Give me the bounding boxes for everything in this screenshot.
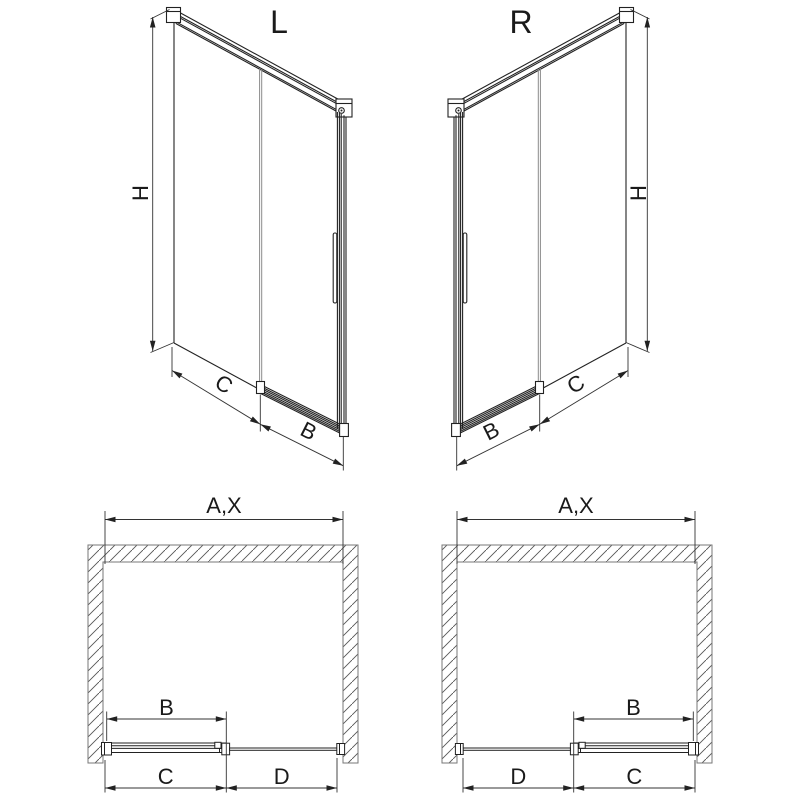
plan-right-dim-label-total: A,X [558,493,594,518]
plan-left-dim-label-total: A,X [206,493,242,518]
plan-left-view [88,493,358,793]
plan-left-dim-label-b: B [159,695,174,720]
iso-right-dim-label-b: B [479,416,504,446]
iso-left-dim-label-c: C [210,369,238,399]
iso-right-title: R [509,4,533,40]
plan-right-dim-label-d: D [510,764,527,789]
iso-left-title: L [270,4,288,40]
plan-left-dim-label-d: D [273,764,290,789]
iso-left-dim-label-b: B [296,416,321,446]
iso-right-view [448,4,651,471]
iso-left-view [128,4,352,471]
plan-right-dim-label-b: B [626,695,641,720]
iso-right-dim-label-c: C [562,369,590,399]
iso-left-dim-label-h: H [128,185,153,201]
iso-right-dim-label-h: H [626,185,651,201]
plan-right-dim-label-c: C [626,764,643,789]
plan-right-view [442,493,712,793]
plan-left-dim-label-c: C [157,764,174,789]
